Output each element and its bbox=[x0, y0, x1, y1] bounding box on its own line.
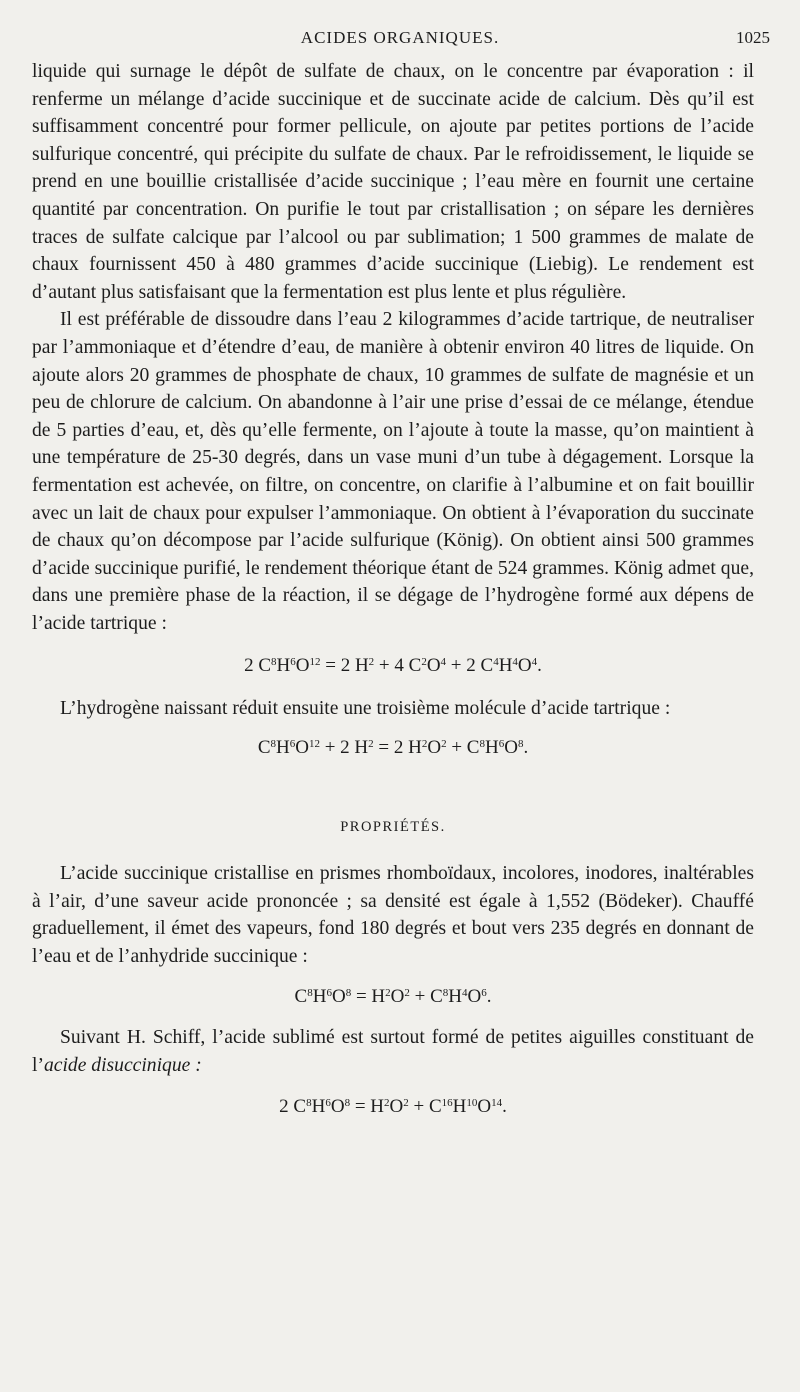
paragraph: L’hydrogène naissant réduit ensuite une troisième molécule d’acide tartrique : bbox=[60, 698, 671, 720]
italic-term: acide disuccinique : bbox=[43, 1055, 202, 1077]
section-heading: PROPRIÉTÉS. bbox=[340, 819, 446, 836]
running-title: ACIDES ORGANIQUES. bbox=[300, 28, 500, 47]
paragraph: L’acide succinique cristallise en prismes rhomboïdaux, incolores, inodores, inaltérables à l’air, d’une saveur acide prononcée ; sa densité est égale à 1,552 (Bödeker). Chauffé graduellement, il émet des vapeurs, fond 180 degrés et bout vers 235 degrés en donnant de l’eau et de l’anhydride succinique : bbox=[32, 863, 754, 967]
equation: 2 $C^8H^6O^{12} = 2$ $H^2 + 4$ $C^2O^4 + 2$ $C^4H^4O^4$. bbox=[244, 655, 542, 677]
equation: $C^8H^6O^8 = H^2O^2 + C^8H^4O^6$. bbox=[294, 986, 492, 1008]
page-header bbox=[0, 18, 800, 58]
equation: $C^8H^6O^{12} + 2$ $H^2 = 2$ $H^2O^2 + C^8H^6O^8$. bbox=[257, 737, 529, 759]
equation: 2 $C^8H^6O^8 = H^2O^2 + C^{16}H^{10}O^{14}$. bbox=[279, 1095, 507, 1117]
page-number: 1025 bbox=[736, 28, 770, 47]
paragraph: Suivant H. Schiff, l’acide sublimé est surtout formé de petites aiguilles constituant de l’acide disuccinique : bbox=[32, 1027, 754, 1077]
paragraph: Il est préférable de dissoudre dans l’eau 2 kilogrammes d’acide tartrique, de neutraliser par l’ammoniaque et d’étendre d’eau, de manière à obtenir environ 40 litres de liquide. On ajoute alors 20 grammes de phosphate de chaux, 10 grammes de sulfate de magnésie et un peu de chlorure de calcium. On abandonne à l’air une prise d’essai de ce mélange, étendue de 5 parties d’eau, et, dès qu’elle fermente, on l’ajoute à toute la masse, qu’on maintient à une température de 25-30 degrés, dans un vase muni d’un tube à dégagement. Lorsque la fermentation est achevée, on filtre, on concentre, on clarifie à l’albumine et on fait bouillir avec un lait de chaux pour expulser l’ammoniaque. On obtient à l’évaporation du succinate de chaux qu’on décompose par l’acide sulfurique (König). On obtient ainsi 500 grammes d’acide succinique purifié, le rendement théorique étant de 524 grammes. König admet que, dans une première phase de la réaction, il se dégage de l’hydrogène formé aux dépens de l’acide tartrique : bbox=[32, 309, 754, 634]
paragraph: liquide qui surnage le dépôt de sulfate de chaux, on le concentre par évaporation : il renferme un mélange d’acide succinique et de succinate acide de calcium. Dès qu’il est suffisamment concentré pour former pellicule, on ajoute par petites portions de l’acide sulfurique concentré, qui précipite du sulfate de chaux. Par le refroidissement, le liquide se prend en une bouillie cristallisée d’acide succinique ; l’eau mère en fournit une certaine quantité par concentration. On purifie le tout par cristallisation ; on sépare les dernières traces de sulfate calcique par l’alcool ou par sublimation; 1 500 grammes de malate de chaux fournissent 450 à 480 grammes d’acide succinique (Liebig). Le rendement est d’autant plus satisfaisant que la fermentation est plus lente et plus régulière. bbox=[32, 61, 754, 303]
page-body bbox=[32, 58, 754, 1120]
